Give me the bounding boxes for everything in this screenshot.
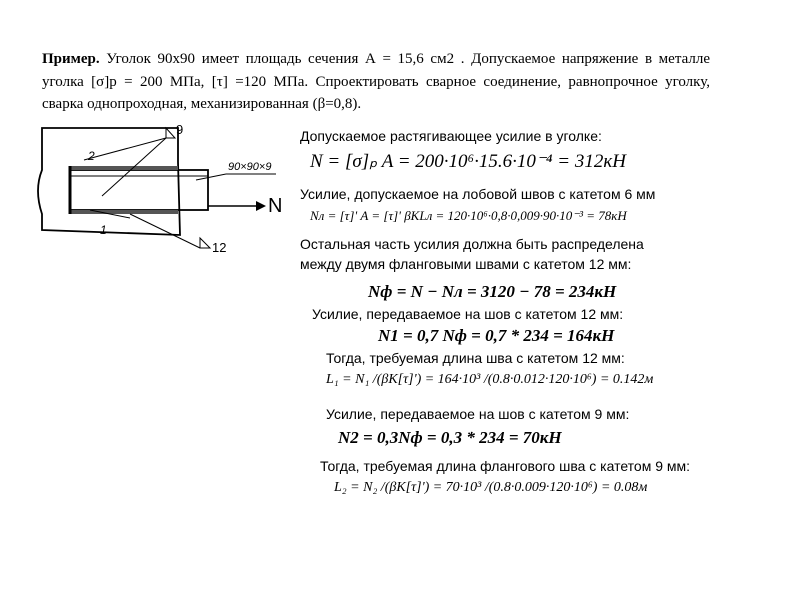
- force-label: N: [268, 195, 283, 217]
- step-3-text: Остальная часть усилия должна быть распределена: [300, 236, 644, 252]
- label-9: 9: [176, 122, 184, 137]
- label-1: 1: [100, 223, 107, 237]
- step-3-formula: Nф = N − Nл = 3120 − 78 = 234кН: [368, 282, 617, 301]
- step-1-formula: N = [σ]ₚ A = 200·10⁶·15.6·10⁻⁴ = 312кН: [310, 151, 626, 172]
- step-1-text: Допускаемое растягивающее усилие в уголке:: [300, 128, 602, 144]
- angle-label: 90×90×9: [228, 161, 272, 173]
- label-2: 2: [88, 149, 95, 163]
- problem-lead: Пример.: [42, 51, 100, 67]
- weld-symbol-9: [166, 128, 175, 138]
- step-5-formula: L₁ = N₁ /(βK[τ]') = 164·10³ /(0.8·0.012·120·10⁶) = 0.142м: [326, 372, 654, 387]
- force-arrow-head: [256, 201, 266, 211]
- angle-leader: [196, 174, 226, 180]
- step-7-formula: L₂ = N₂ /(βK[τ]') = 70·10³ /(0.8·0.009·120·10⁶) = 0.08м: [334, 480, 648, 495]
- step-4-formula: N1 = 0,7 Nф = 0,7 * 234 = 164кН: [378, 326, 615, 345]
- problem-statement: [42, 48, 710, 116]
- step-6-text: Усилие, передаваемое на шов с катетом 9 мм:: [326, 406, 630, 422]
- weld-diagram: [30, 120, 283, 265]
- step-4-text: Усилие, передаваемое на шов с катетом 12 мм:: [312, 306, 624, 322]
- step-3-text-2: между двумя фланговыми швами с катетом 12 мм:: [300, 256, 632, 272]
- fillet-weld-top: [70, 166, 178, 170]
- step-2-text: Усилие, допускаемое на лобовой швов с катетом 6 мм: [300, 186, 656, 202]
- leader-line-12: [130, 214, 200, 248]
- step-5-text: Тогда, требуемая длина шва с катетом 12 мм:: [326, 350, 625, 366]
- step-6-formula: N2 = 0,3Nф = 0,3 * 234 = 70кН: [338, 428, 562, 447]
- label-12: 12: [212, 240, 227, 255]
- step-7-text: Тогда, требуемая длина флангового шва с катетом 9 мм:: [320, 458, 691, 474]
- step-2-formula: Nл = [τ]' A = [τ]' βKLл = 120·10⁶·0,8·0,009·90·10⁻³ = 78кН: [310, 208, 627, 223]
- fillet-weld-bottom: [70, 210, 178, 214]
- weld-symbol-12: [200, 238, 210, 248]
- problem-text: Уголок 90х90 имеет площадь сечения А = 15,6 см2 . Допускаемое напряжение в металле уголка [σ]р = 200 МПа, [τ] =120 МПа. Спроектировать сварное соединение, равнопрочное уголку, сварка однопроходная, механизированная (β=0,8).: [42, 51, 710, 112]
